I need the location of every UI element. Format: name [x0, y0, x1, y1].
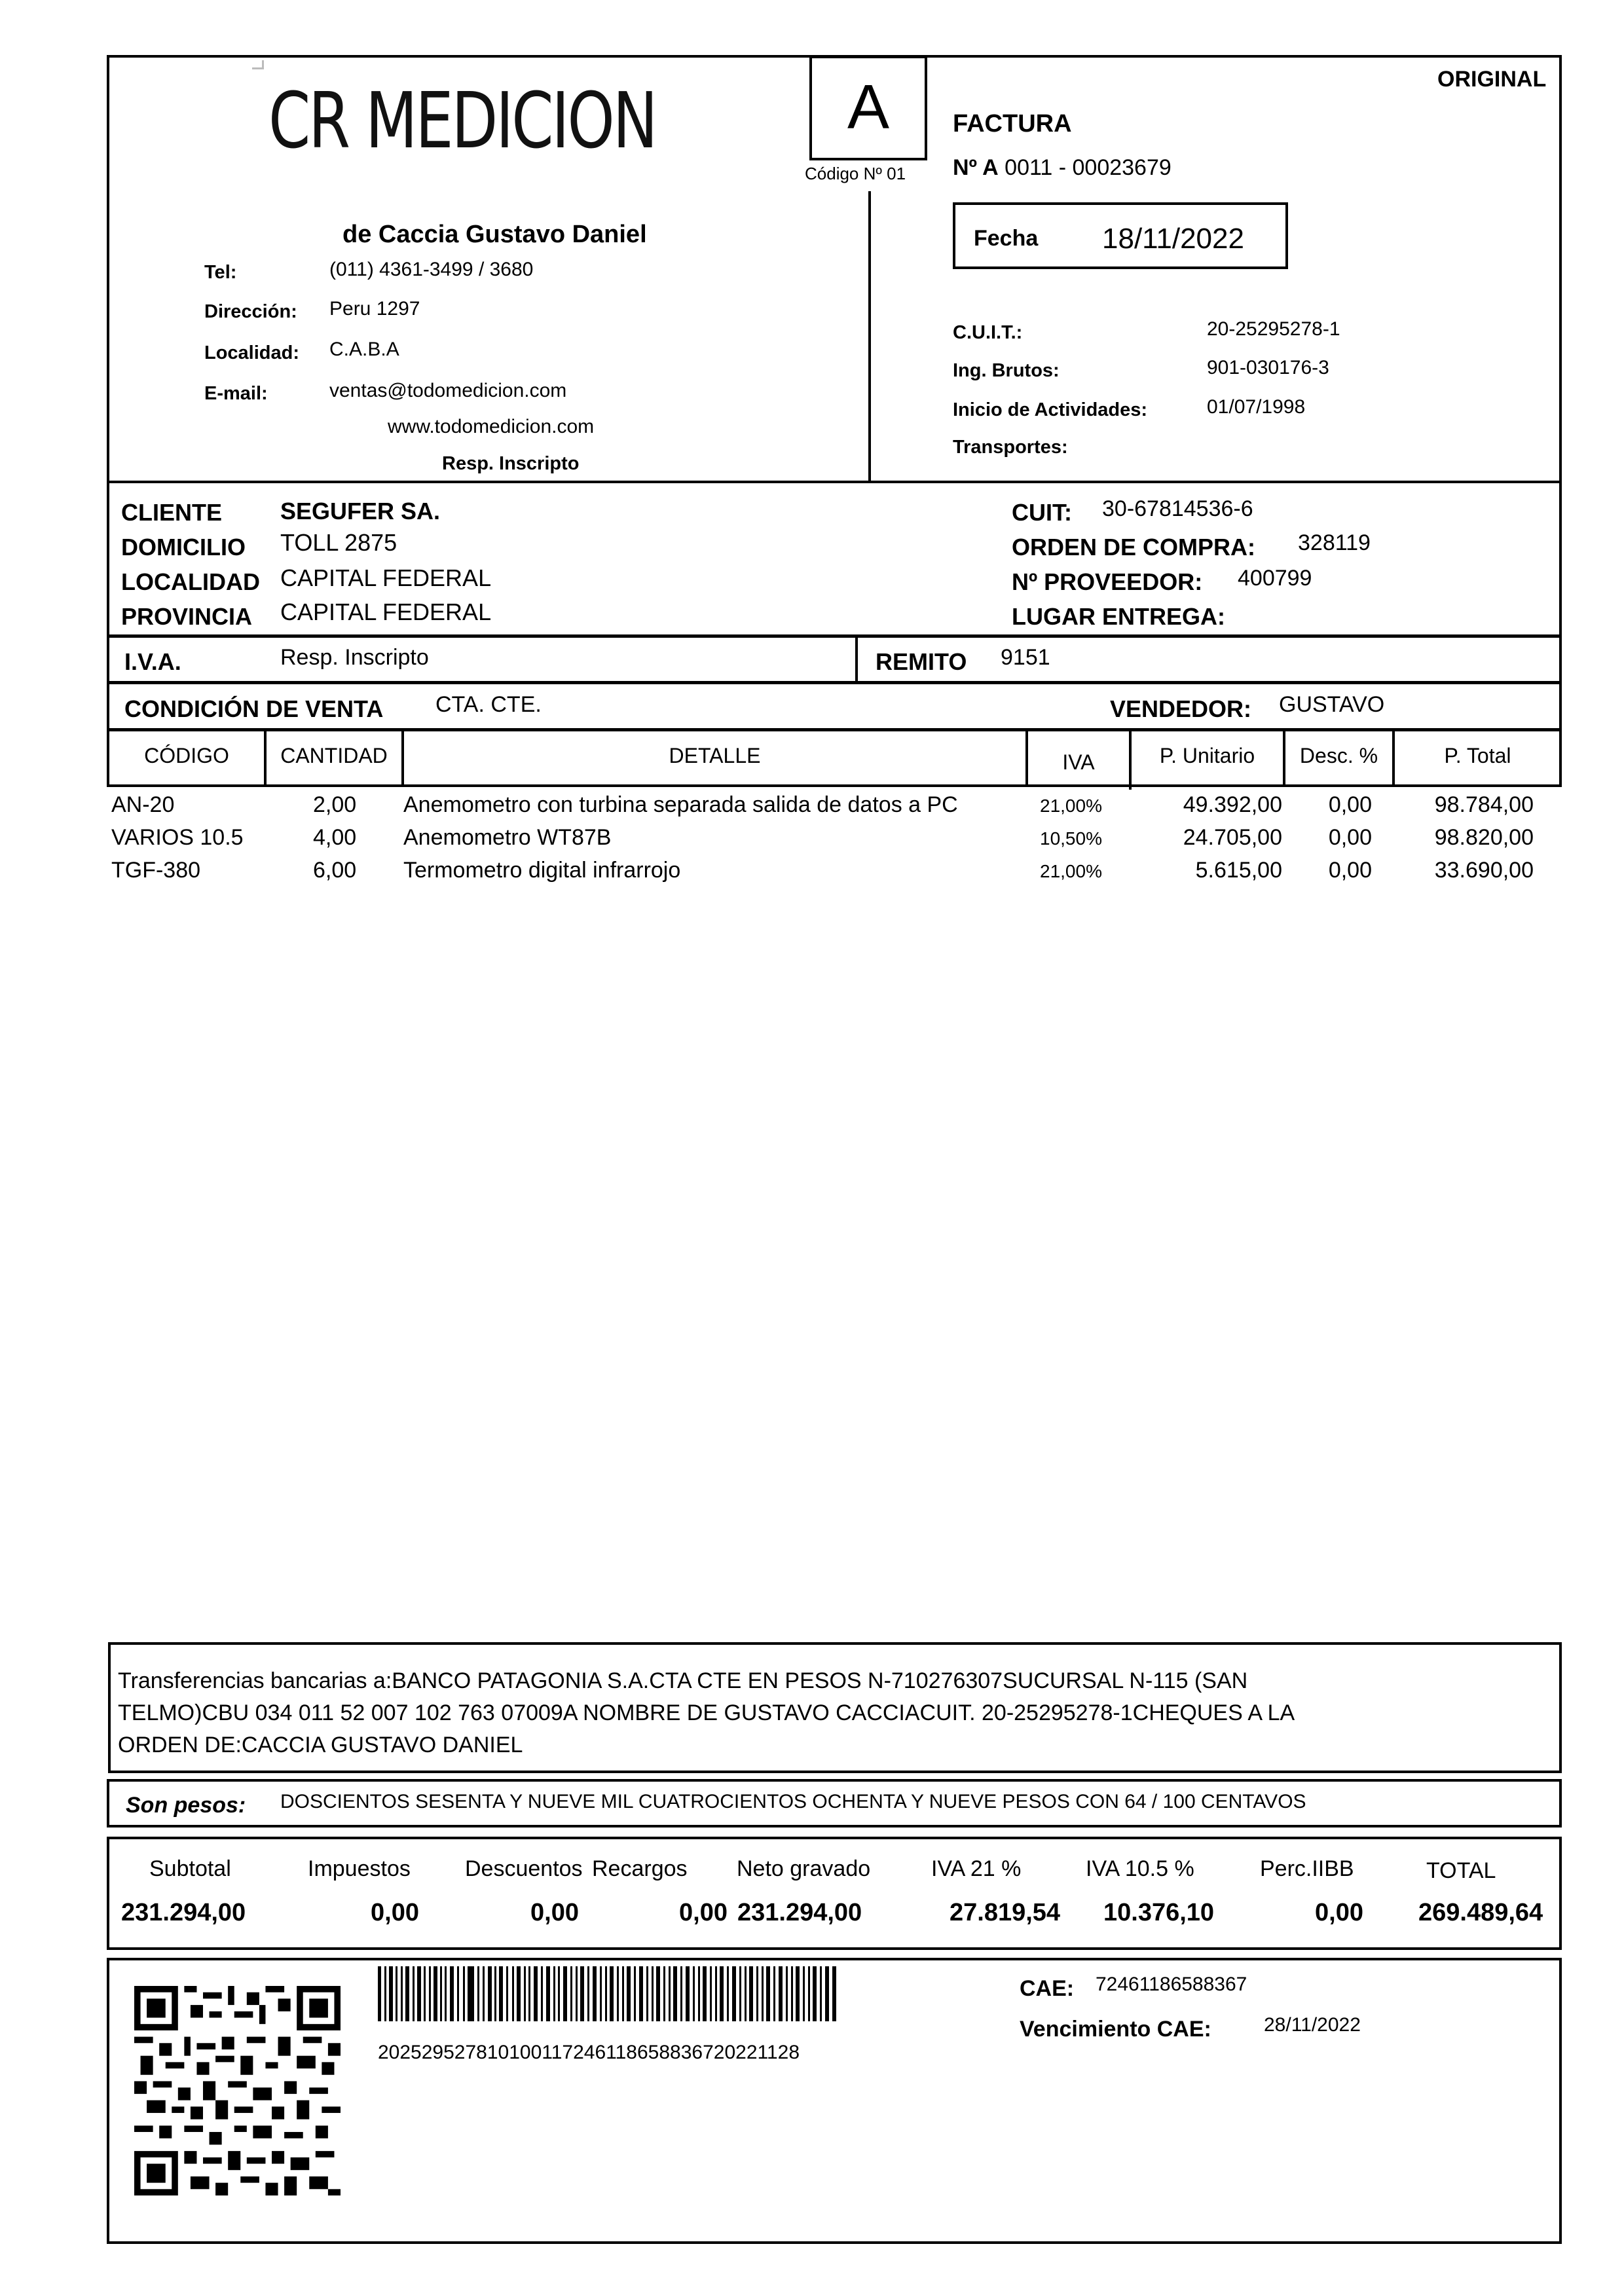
cell-unit-price: 49.392,00	[1183, 792, 1282, 817]
cell-discount: 0,00	[1328, 792, 1372, 817]
company-logo: CR MEDICION	[268, 75, 656, 166]
client-label-locality: LOCALIDAD	[121, 568, 260, 595]
fiscal-label-transport: Transportes:	[953, 437, 1068, 458]
cell-qty: 2,00	[313, 792, 357, 817]
col-header-discount: Desc. %	[1299, 744, 1378, 767]
seller-label: VENDEDOR:	[1110, 695, 1252, 722]
cell-discount: 0,00	[1328, 825, 1372, 850]
total-value-taxes: 0,00	[371, 1899, 419, 1926]
cell-total: 98.784,00	[1434, 792, 1534, 817]
cell-unit-price: 24.705,00	[1183, 825, 1282, 850]
date-value: 18/11/2022	[1102, 223, 1244, 255]
invoice-number-value: 0011 - 00023679	[1005, 155, 1172, 180]
contact-value-locality: C.A.B.A	[329, 339, 399, 360]
contact-value-tel: (011) 4361-3499 / 3680	[329, 259, 534, 280]
total-label-taxes: Impuestos	[308, 1856, 411, 1881]
cell-code: TGF-380	[111, 858, 201, 883]
total-label-perc-iibb: Perc.IIBB	[1260, 1856, 1354, 1881]
total-value-total: 269.489,64	[1418, 1899, 1543, 1926]
cell-detail: Anemometro WT87B	[403, 825, 612, 850]
iva-label: I.V.A.	[124, 648, 181, 675]
fiscal-value-cuit: 20-25295278-1	[1207, 318, 1340, 340]
contact-label-locality: Localidad:	[204, 342, 300, 363]
cell-iva: 10,50%	[1040, 828, 1102, 849]
company-tax-condition: Resp. Inscripto	[442, 453, 580, 474]
total-label-total: TOTAL	[1426, 1858, 1496, 1883]
cell-detail: Termometro digital infrarrojo	[403, 858, 681, 883]
sale-condition-value: CTA. CTE.	[435, 692, 542, 717]
fiscal-label-start: Inicio de Actividades:	[953, 399, 1148, 420]
copy-label: ORIGINAL	[1437, 67, 1547, 92]
client-value-po: 328119	[1298, 530, 1371, 555]
total-value-perc-iibb: 0,00	[1315, 1899, 1363, 1926]
amount-in-words-label: Son pesos:	[126, 1793, 246, 1818]
fiscal-label-cuit: C.U.I.T.:	[953, 322, 1023, 343]
code-label: Código Nº 01	[805, 164, 906, 183]
cell-code: VARIOS 10.5	[111, 825, 244, 850]
client-value-supplier: 400799	[1238, 566, 1312, 591]
total-value-subtotal: 231.294,00	[121, 1899, 246, 1926]
total-value-iva105: 10.376,10	[1103, 1899, 1215, 1926]
totals-box	[107, 1837, 1562, 1950]
date-label: Fecha	[974, 226, 1039, 251]
total-value-net: 231.294,00	[737, 1899, 862, 1926]
doc-type: FACTURA	[953, 110, 1072, 138]
seller-value: GUSTAVO	[1279, 692, 1385, 717]
fiscal-value-iibb: 901-030176-3	[1207, 357, 1329, 378]
total-value-surcharges: 0,00	[679, 1899, 728, 1926]
cae-due-value: 28/11/2022	[1264, 2014, 1361, 2036]
total-label-surcharges: Recargos	[592, 1856, 688, 1881]
cae-value: 72461186588367	[1096, 1974, 1247, 1995]
client-value-province: CAPITAL FEDERAL	[280, 598, 492, 625]
cell-unit-price: 5.615,00	[1195, 858, 1282, 883]
logo-corner-mark	[252, 60, 264, 69]
col-header-code: CÓDIGO	[144, 744, 229, 767]
contact-label-email: E-mail:	[204, 383, 268, 404]
remito-divider	[855, 636, 858, 682]
client-value-cuit: 30-67814536-6	[1102, 496, 1253, 521]
sale-condition-label: CONDICIÓN DE VENTA	[124, 695, 384, 722]
total-label-subtotal: Subtotal	[149, 1856, 231, 1881]
client-label-supplier: Nº PROVEEDOR:	[1012, 568, 1203, 595]
client-label-province: PROVINCIA	[121, 603, 253, 630]
barcode-number: 202529527810100117246118658836720221128	[378, 2042, 800, 2063]
contact-label-address: Dirección:	[204, 301, 297, 322]
cell-iva: 21,00%	[1040, 861, 1102, 881]
cae-due-label: Vencimiento CAE:	[1020, 2017, 1211, 2042]
col-header-qty: CANTIDAD	[280, 744, 388, 767]
client-value-name: SEGUFER SA.	[280, 498, 441, 524]
cell-discount: 0,00	[1328, 858, 1372, 883]
cell-qty: 6,00	[313, 858, 357, 883]
invoice-number-prefix: Nº A	[953, 155, 999, 180]
cell-iva: 21,00%	[1040, 796, 1102, 816]
col-header-detail: DETALLE	[669, 744, 761, 767]
col-header-iva: IVA	[1062, 750, 1095, 774]
contact-value-address: Peru 1297	[329, 298, 420, 320]
total-value-discounts: 0,00	[530, 1899, 579, 1926]
header-divider	[868, 191, 871, 482]
iva-value: Resp. Inscripto	[280, 645, 429, 670]
remito-label: REMITO	[876, 648, 967, 675]
invoice-letter: A	[847, 72, 890, 142]
cell-total: 98.820,00	[1434, 825, 1534, 850]
client-label-name: CLIENTE	[121, 499, 223, 526]
contact-label-tel: Tel:	[204, 262, 237, 283]
cae-label: CAE:	[1020, 1976, 1075, 2001]
total-label-iva105: IVA 10.5 %	[1086, 1856, 1194, 1881]
total-value-iva21: 27.819,54	[950, 1899, 1061, 1926]
qr-code-icon	[134, 1986, 341, 2195]
company-website: www.todomedicion.com	[388, 416, 595, 437]
total-label-iva21: IVA 21 %	[931, 1856, 1022, 1881]
total-label-discounts: Descuentos	[465, 1856, 583, 1881]
bank-info-line: TELMO)CBU 034 011 52 007 102 763 07009A NOMBRE DE GUSTAVO CACCIACUIT. 20-25295278-1CHEQUES A LA	[118, 1700, 1295, 1725]
invoice-letter-box	[809, 56, 927, 160]
client-label-address: DOMICILIO	[121, 534, 246, 560]
remito-value: 9151	[1001, 645, 1050, 670]
client-value-address: TOLL 2875	[280, 529, 397, 556]
invoice-number	[953, 155, 1172, 181]
col-header-unit-price: P. Unitario	[1159, 744, 1255, 767]
bank-info-line: Transferencias bancarias a:BANCO PATAGONIA S.A.CTA CTE EN PESOS N-710276307SUCURSAL N-115 (SAN	[118, 1668, 1248, 1693]
client-value-locality: CAPITAL FEDERAL	[280, 564, 492, 591]
total-label-net: Neto gravado	[737, 1856, 871, 1881]
fiscal-label-iibb: Ing. Brutos:	[953, 360, 1060, 381]
bank-info-line: ORDEN DE:CACCIA GUSTAVO DANIEL	[118, 1733, 523, 1757]
contact-value-email: ventas@todomedicion.com	[329, 380, 567, 401]
cell-detail: Anemometro con turbina separada salida de datos a PC	[403, 792, 958, 817]
barcode-icon	[378, 1966, 836, 2021]
cell-code: AN-20	[111, 792, 175, 817]
fiscal-value-start: 01/07/1998	[1207, 396, 1306, 418]
col-header-total: P. Total	[1444, 744, 1511, 767]
cell-qty: 4,00	[313, 825, 357, 850]
client-label-cuit: CUIT:	[1012, 499, 1072, 526]
company-owner: de Caccia Gustavo Daniel	[342, 221, 647, 248]
client-label-delivery: LUGAR ENTREGA:	[1012, 603, 1225, 630]
client-label-po: ORDEN DE COMPRA:	[1012, 534, 1256, 560]
amount-in-words-value: DOSCIENTOS SESENTA Y NUEVE MIL CUATROCIENTOS OCHENTA Y NUEVE PESOS CON 64 / 100 CENTAVOS	[280, 1791, 1306, 1812]
cell-total: 33.690,00	[1434, 858, 1534, 883]
